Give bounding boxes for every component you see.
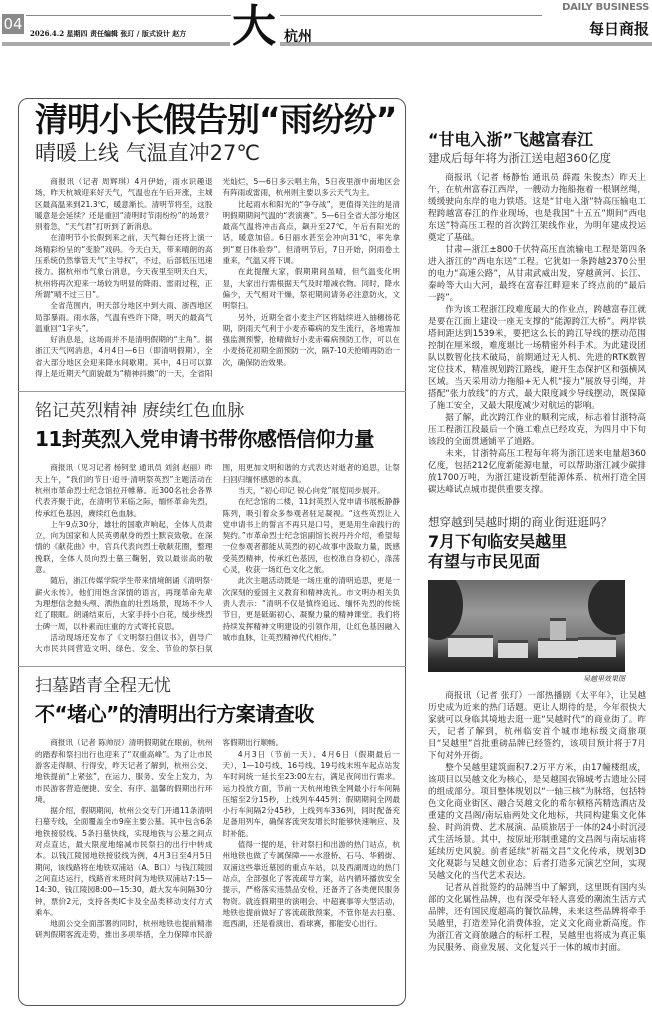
paragraph: 在此提醒大家，假期期间虽晴，但气温变化明显，大家出行需根据天气及时增减衣物。同时，降水偏少，天气相对干燥，祭祀期间请务必注意防火，文明祭扫。	[222, 267, 400, 311]
subheadline: 晴暖上线 气温直冲27℃	[35, 141, 260, 165]
paragraph: 商报讯（记者 周辉琪）4月伊始，雨水识趣退场，昨天杭城迎来好天气，气温也在午后开涨，主城区最高温来到21.3℃，暖意渐长。清明节将至，这股暖意是会延续？还是重回“清明时节雨纷纷”的场景？别着急，“天气君”打听到了新消息。	[35, 177, 213, 232]
headline: “甘电入浙”飞越富春江	[428, 130, 594, 149]
header-rule	[280, 15, 542, 16]
right-column	[428, 130, 646, 954]
left-column	[35, 100, 400, 941]
paragraph: 当天，“初心印记 锐心向党”展览同步展开。	[237, 485, 385, 495]
article-wuyue-body	[428, 690, 646, 954]
article-wuyue-headline	[428, 514, 646, 572]
kicker: 想穿越到吴越时期的商业街逛逛吗？	[428, 515, 612, 529]
paragraph: 比起雨水和阳光的“争夺战”，更值得关注的是清明假期期间气温的“表演赛”。5—6日全省大部分地区最高气温将冲击高点，飙升至27℃，午后有阳光的话，暖意加倍。6日丽水甚至会冲向31℃，率先拿到“夏日体验券”。但清明节后，7日开始，阴雨卷土重来，气温又将下调。	[222, 199, 400, 266]
paragraph: 整个吴越里建筑面积7.2万平方米，由17幢楼组成，该项目以吴越文化为核心，是吴越国衣锦城考古遗址公园的组成部分。项目整体规划以“一轴三核”为脉络，包括特色文化商业街区、融合吴越文化的希尔顿格芮精选酒店及重建的文昌阁/南坛庙两处文化地标，共同构建集文化体验、时尚消费、艺术展演、品质旅居于一体的24小时沉浸式生活场景。其中，按原址形制重建的文昌阁与南坛庙将延续历史风貌。前者延续“祈福文昌”文化传承，规划3D文化观影与吴越文创业态；后者打造多元演艺空间，实现吴越文化的当代艺术表达。	[428, 763, 646, 881]
article-transit-headline	[35, 675, 400, 727]
paragraph: 在纪念馆的二楼，11封英烈入党申请书展板静静陈列，吸引着众多参观者驻足凝视。“这些英烈让入党申请书上的誓言不再只是口号，更是用生命践行的契约。”市革命烈士纪念馆副馆长祝丹丹介绍，希望每一位参观者都能从英烈的初心故事中汲取力量，既感受英烈精神，传承红色基因，也校准自身初心，涤荡心灵，收获一场红色文化之旅。	[222, 497, 400, 575]
paragraph: 好消息是，这场雨并不是清明假期的“主角”。据浙江天气网消息，4月4日—6日（即清明假期），全省大部分地区会迎来降水间歇期。其中，4日可以算得上是近期天气面貌最为“精神抖擞”的一天，全省阳光灿烂，5—6日多云唱主角，5日夜里浙中南地区会有阵雨或雷雨，杭州则主要以多云天气为主。	[35, 177, 400, 379]
article-transit-body	[35, 737, 400, 940]
paragraph: 在清明节小长假到来之前，天气舞台还将上演一场精彩纷呈的“变脸”戏码。今天白天，带来晴朗的高压系统仍然掌管天气“主导权”，不过，后部低压迅速接力。据杭州市气象台消息，今天夜里至明天白天，杭州将再次迎来一场较为明显的降雨、雷雨过程，正所谓“晴不过三日”。	[35, 233, 213, 299]
section-name: 杭州	[284, 29, 312, 45]
article-weather-body	[35, 176, 400, 379]
paragraph: 随后，浙江传媒学院学生带来情境朗诵《清明祭·薪火永传》。他们用饱含深情的语言，再现革命先辈为理想信念抛头颅、洒热血的壮烈场景，现场不少人红了眼眶。朗诵结束后，大家手持小白花，缓步绕烈士碑一周，以朴素而庄重的方式寄托哀思。	[35, 576, 213, 631]
kicker: 扫墓踏青全程无忧	[35, 676, 171, 697]
headline: 不“堵心”的清明出行方案请查收	[35, 702, 314, 727]
article-martyrs-headline	[35, 400, 400, 452]
brand-chinese: 每日商报	[588, 20, 649, 38]
paragraph: 甘肃—浙江±800千伏特高压直流输电工程是第四条进入浙江的“西电东送”工程。它犹如一条跨越2370公里的电力“高速公路”，从甘肃武威出发，穿越黄河、长江、秦岭等大山大河，最终在富春江畔迎来了终点前的“最后一跨”。	[428, 245, 646, 303]
article-martyrs-body	[35, 462, 400, 654]
paragraph: 未来，甘浙特高压工程每年将为浙江送来电量超360亿度，包括212亿度新能源电量，可以帮助浙江减少碳排放1700万吨，为浙江建设新型能源体系、杭州打造全国碳达峰试点城市提供重要支撑。	[428, 449, 646, 495]
headline-line: 7月下旬临安吴越里	[428, 532, 568, 551]
divider	[18, 391, 406, 392]
paragraph: 作为该工程浙江段难度最大的作业点，跨越富春江就是要在江面上建设一座无支撑的“能源跨江大桥”。两岸铁塔间距达到1539米，要把这么长的跨江导线的摆动范围控制在厘米级，难度堪比一场精密外科手术。为此建设团队以数智化技术破局，前期通过无人机、先进的RTK数智定位技术，精准规划跨江路线，避开生态保护区和强横风区域。当天采用动力拖船+无人机“接力”展放导引绳，并搭配“张力放线”的方式，最大限度减少导线摆动，既保障了施工安全，又最大限度减少对航运的影响。	[428, 305, 646, 411]
dateline: 2026.4.2 星期四 责任编辑 张玎 / 版式设计 赵方	[30, 29, 187, 38]
paragraph: 据介绍，假期期间，杭州公交专门开通11条清明扫墓专线，全面覆盖全市9座主要公墓。其中包含6条地铁接驳线、5条扫墓快线，实现地铁与公墓之间点对点直达，最大限度地缩减市民祭扫的出行中转成本。以钱江陵园地铁接驳线为例，4月3日至4月5日期间，该线路将在地铁双浦站（A、B口）与钱江陵园之间直达运行，线路首末班时间为地铁双浦站7:15—14:30、钱江陵园8:00—15:30，最大发车间隔30分钟，票价2元，支持各类IC卡及全品类移动支付方式乘车。	[35, 806, 213, 917]
header-band	[2, 42, 230, 46]
header-band	[280, 42, 652, 46]
paragraph: 地面公交全面部署的同时，杭州地铁也提前精准研判假期客流走势，推出多项举措，全力保障市民游客假期出行顺畅。	[35, 738, 284, 940]
header-rule	[26, 15, 231, 16]
paragraph: 商报讯（记者 杨静怡 通讯员 薛霞 朱俊杰）昨天上午，在杭州富春江西岸，一艘动力拖船拖着一根钢丝绳，缓缓驶向东岸的电力铁塔。这是“甘电入浙”特高压输电工程跨越富春江的作业现场，也是我国“十五五”期间“西电东送”特高压工程的首次跨江架线作业，为明年建成投运奠定了基础。	[428, 173, 646, 243]
article-power-headline	[428, 130, 646, 166]
paragraph: 商报讯（记者 陈帅辰）清明假期就在眼前，杭州的踏春和祭扫出行也迎来了“双重高峰”。为了让市民游客走得顺、行得安，昨天记者了解到，杭州公交、地铁提前“上紧弦”，在运力、服务、安全上发力，为市民游客营造便捷、安全、有序、温馨的假期出行环境。	[35, 738, 213, 804]
headline: 清明小长假告别“雨纷纷”	[35, 100, 397, 139]
headline-line: 有望与市民见面	[428, 552, 541, 571]
page-number: 04	[3, 15, 23, 33]
paragraph: 记者从首批签约的品牌当中了解到，这里既有国内头部的文化属性品牌，也有深受年轻人喜爱的潮流生活方式品牌，还有国民度超高的餐饮品牌，未来这些品牌将牵手吴越里，打造差异化消费体验，定义文化商业新高度。作为浙江省文商旅融合的标杆工程，吴越里也将成为真正集为民服务、商业发展、文化复兴于一体的城市封面。	[428, 883, 646, 953]
paragraph: 值得一提的是，针对祭扫和出游的热门站点，杭州地铁也做了专属保障——水澄桥、石马、华鹤街、双浦这些靠近墓园的重点车站，以及西湖周边的热门站点，全部强化了客流疏导方案，站内循环播放安全提示，严格落实违禁品安检，还备齐了各类便民服务物资。就连假期里的演唱会、中超赛事等大型活动，地铁也提前做好了客流疏散预案，不管你是去扫墓、逛西湖，还是看演出、看球赛，都能安心出行。	[222, 840, 400, 929]
subheadline: 建成后每年将为浙江送电超360亿度	[428, 151, 611, 165]
brand-english: DAILY BUSINESS	[562, 2, 649, 13]
paragraph: 活动现场还发布了《文明祭扫倡议书》，倡导广大市民共同营造文明、绿色、安全、节俭的祭扫氛围，用更加文明和谐的方式表达对逝者的追思，让祭扫回归缅怀感恩的本真。	[35, 463, 400, 654]
paragraph: 全省范围内，明天部分地区中到大雨、浙西地区局部暴雨。雨水落，气温有些许下降，明天的最高气温重回“1字头”。	[35, 301, 213, 333]
article-power-body	[428, 172, 646, 496]
paragraph: 此次主题活动既是一场庄重的清明追思，更是一次深刻的爱国主义教育和精神洗礼。市文明办相关负责人表示：“清明不仅是慎终追远、缅怀先烈的传统节日，更是砥砺初心、凝聚力量的精神课堂。我们将持续发挥精神文明建设的引领作用，让红色基因融入城市血脉，让英烈精神代代相传。”	[222, 576, 400, 642]
paragraph: 商报讯（见习记者 杨钶堂 通讯员 刘剑 赵丽）昨天上午，“我们的节日·追寻·清明祭英烈”主题活动在杭州市革命烈士纪念馆拉开帷幕。近300名社会各界代表齐聚于此，在清明节来临之际，缅怀革命先烈，传承红色基因，赓续红色血脉。	[35, 463, 213, 518]
headline: 11封英烈入党申请书带你感悟信仰力量	[35, 427, 374, 452]
paragraph: 4月3日（节前一天）、4月6日（假期最后一天），1—10号线、16号线、19号线末班车起点站发车时间统一延长至23:00左右，满足夜间出行需求。运力投放方面，节前一天杭州地铁全网最小行车间隔压缩至2分15秒，上线列车445列；假期期间全网最小行车间隔2分45秒，上线列车336列，同时配备充足备用列车，确保客流突发增长时能够快速响应、及时补能。	[222, 749, 400, 838]
paragraph: 商报讯（记者 张玎）一部热播剧《太平年》，让吴越历史成为近来的热门话题。更让人期待的是，今年很快大家就可以身临其境地去逛一逛“吴越时代”的商业街了。昨天，记者了解到，杭州临安首个城市地标级文商旅项目“吴越里”首批重磅品牌已经签约，该项目预计将于7月下旬对外开街。	[428, 691, 646, 761]
section-logo: 大	[232, 1, 276, 52]
photo-caption: 吴越里效果图	[583, 675, 625, 683]
paragraph: 另外，近期全省小麦主产区将陆续进入抽穗扬花期，阴雨天气利于小麦赤霉病的发生流行，各地需加强监测预警，抢晴做好小麦赤霉病预防工作，可以在小麦扬花初期全面预防一次，隔7-10天抢晴再防治一次，确保防治效果。	[222, 312, 400, 367]
paragraph: 上午9点30分，雄壮的国歌声响起，全体人员肃立，向为国家和人民英勇献身的烈士默哀致敬。在深情的《献花曲》中，官兵代表向烈士敬献花圈，整理挽联，全体人员向烈士墓三鞠躬，致以最崇高的敬意。	[35, 519, 213, 575]
paragraph: 据了解，此次跨江作业的顺利完成，标志着甘浙特高压工程浙江段最后一个施工难点已经攻克，为四月中下旬该段的全面贯通铺平了道路。	[428, 413, 646, 447]
article-weather-headline	[35, 100, 400, 166]
divider	[18, 666, 406, 667]
kicker: 铭记英烈精神 赓续红色血脉	[35, 401, 245, 422]
wuyue-rendering-photo	[428, 580, 625, 672]
